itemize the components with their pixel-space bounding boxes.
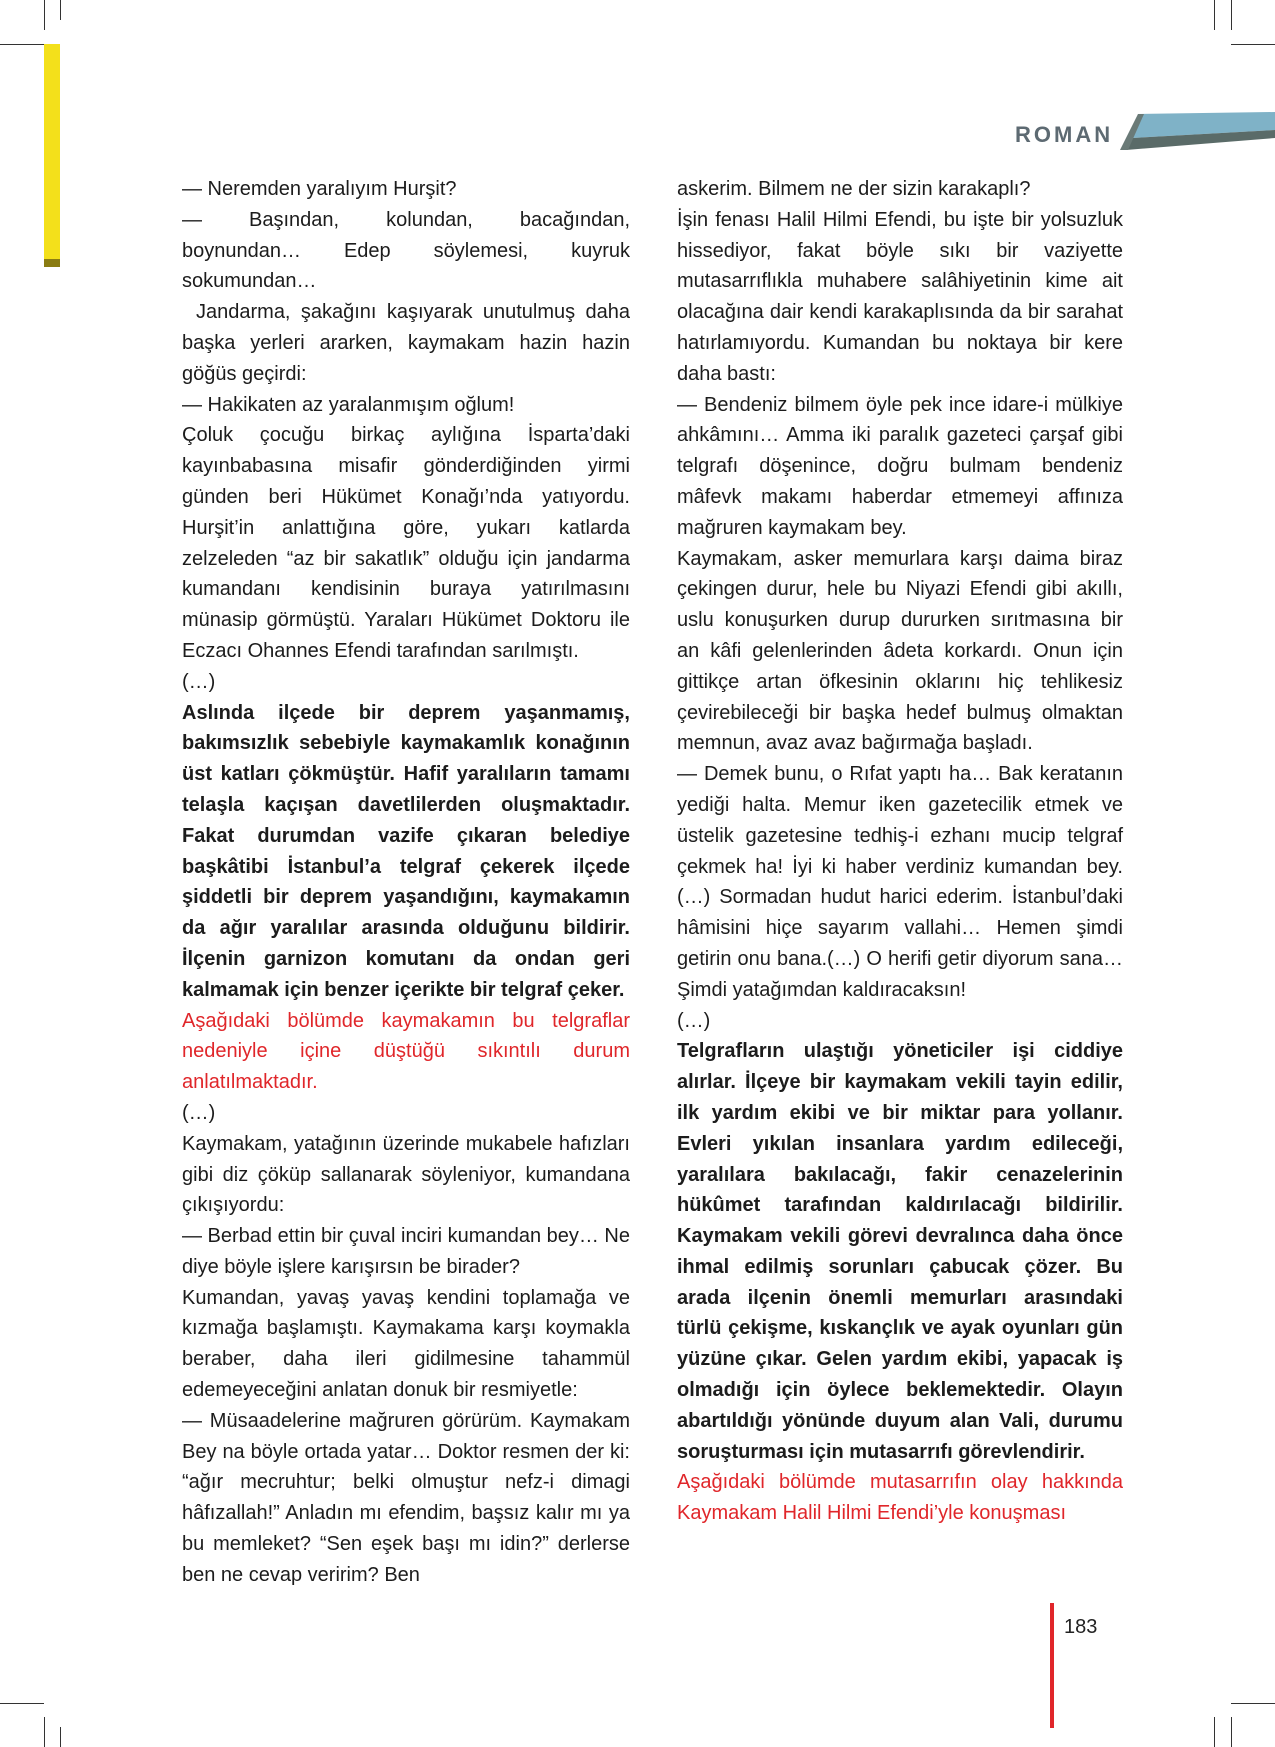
crop-mark [0, 1703, 44, 1704]
paragraph: (…) [677, 1009, 711, 1032]
crop-mark [44, 1717, 45, 1747]
crop-mark [1214, 0, 1215, 30]
yellow-margin-bar-end [44, 259, 60, 267]
crop-mark [60, 0, 61, 20]
paragraph: Kaymakam, asker memurlara karşı daima biraz çekingen durur, hele bu Niyazi Efendi gibi akıllı, uslu konuşurken durup dururken sırıtmasına bir an kâfi gelenlerinden âdeta korkardı. Onun için gittikçe artan öfkesinin oklarını hiç tehlikesiz çevirebileceği bir başka hedef bulmuş olmaktan memnun, avaz avaz bağırmağa başladı. [677, 547, 1123, 755]
paragraph: — Berbad ettin bir çuval inciri kumandan bey… Ne diye böyle işlere karışırsın be birader? [182, 1225, 630, 1278]
crop-mark [60, 1727, 61, 1747]
paragraph: — Müsaadelerine mağruren görürüm. Kaymakam Bey na böyle ortada yatar… Doktor resmen der ki: “ağır mecruhtur; belki olmuştur nefz-i dimagi hâfızallah!” Anladın mı efendim, başsız kalır mı ya bu memleket? “Sen eşek başı mı idin?” derlerse ben ne cevap veririm? Ben [182, 1409, 630, 1586]
paragraph: Jandarma, şakağını kaşıyarak unutulmuş daha başka yerleri ararken, kaymakam hazin hazin göğüs geçirdi: [182, 301, 630, 385]
paragraph: — Bendeniz bilmem öyle pek ince idare-i mülkiye ahkâmını… Amma iki paralık gazeteci çarşaf gibi telgrafı döşenince, doğru bulmam bendeniz mâfevk makamı haberdar etmemeyi affınıza mağruren kaymakam bey. [677, 393, 1123, 539]
yellow-margin-bar [44, 44, 60, 259]
paragraph: Telgrafların ulaştığı yöneticiler işi ciddiye alırlar. İlçeye bir kaymakam vekili tayin edilir, ilk yardım ekibi ve bir miktar para yollanır. Evleri yıkılan insanlara yardım edileceği, yaralılara bakılacağı, fakir cenazelerinin hükûmet tarafından kaldırılacağı bildirilir. Kaymakam vekili görevi devralınca daha önce ihmal edilmiş sorunları çabucak çözer. Bu arada ilçenin önemli memurları arasındaki türlü çekişme, kıskançlık ve ayak oyunları gün yüzüne çıkar. Gelen yardım ekibi, yapacak iş olmadığı için öylece beklemektedir. Olayın abartıldığı yönünde duyum alan Vali, durumu soruşturması için mutasarrıfı görevlendirir. [677, 1040, 1123, 1463]
paragraph: Kaymakam, yatağının üzerinde mukabele hafızları gibi diz çöküp sallanarak söyleniyor, kumandana çıkışıyordu: [182, 1132, 630, 1217]
paragraph: — Başından, kolundan, bacağından, boynundan… Edep söylemesi, kuyruk sokumundan… [182, 208, 630, 293]
paragraph: İşin fenası Halil Hilmi Efendi, bu işte bir yolsuzluk hissediyor, fakat böyle sıkı bir vaziyette mutasarrıflıkla muhabere salâhiyetinin kime ait olacağına dair kendi karakaplısında da bir sarahat hatırlamıyordu. Kumandan bu noktaya bir kere daha bastı: [677, 208, 1123, 385]
paragraph: Aslında ilçede bir deprem yaşanmamış, bakımsızlık sebebiyle kaymakamlık konağının üst katları çökmüştür. Hafif yaralıların tamamı telaşla kaçışan davetlilerden oluşmaktadır. Fakat durumdan vazife çıkaran belediye başkâtibi İstanbul’a telgraf çekerek ilçede şiddetli bir deprem yaşandığını, kaymakamın da ağır yaralılar arasında olduğunu bildirir. İlçenin garnizon komutanı da ondan geri kalmamak için benzer içerikte bir telgraf çeker. [182, 701, 630, 1001]
paragraph: — Demek bunu, o Rıfat yaptı ha… Bak keratanın yediği halta. Memur iken gazetecilik etmek ve üstelik gazetesine tedhiş-i ezhanı mucip telgraf çekmek ha! İyi ki haber verdiniz kumandan bey.(…) Sormadan hudut harici ederim. İstanbul’daki hâmisini hiçe sayarım vallahi… Hemen şimdi getirin onu bana.(…) O herifi getir diyorum sana… Şimdi yatağımdan kaldıracaksın! [677, 763, 1123, 1001]
text-column-right [677, 174, 1123, 1529]
page-number-rule [1050, 1603, 1054, 1728]
paragraph: askerim. Bilmem ne der sizin karakaplı? [677, 178, 1031, 200]
page-number: 183 [1064, 1616, 1098, 1638]
paragraph: — Hakikaten az yaralanmışım oğlum! [182, 393, 515, 416]
crop-mark [1214, 1717, 1215, 1747]
paragraph: Aşağıdaki bölümde kaymakamın bu telgraflar nedeniyle içine düştüğü sıkıntılı durum anlatılmaktadır. [182, 1009, 630, 1094]
paragraph: (…) [182, 670, 216, 693]
paragraph: Çoluk çocuğu birkaç aylığına İsparta’daki kayınbabasına misafir gönderdiğinden yirmi günden beri Hükümet Konağı’nda yatıyordu. Hurşit’in anlattığına göre, yukarı katlarda zelzeleden “az bir sakatlık” olduğu için jandarma kumandanı kendisinin buraya yatırılmasını münasip görmüştü. Yaraları Hükümet Doktoru ile Eczacı Ohannes Efendi tarafından sarılmıştı. [182, 424, 630, 662]
crop-mark [44, 0, 45, 30]
crop-mark [1231, 1703, 1275, 1704]
crop-mark [0, 44, 44, 45]
header-decoration [1120, 110, 1275, 150]
crop-mark [1231, 0, 1232, 30]
paragraph: (…) [182, 1101, 216, 1124]
paragraph: Kumandan, yavaş yavaş kendini toplamağa ve kızmağa başlamıştı. Kaymakama karşı koymakla beraber, daha ileri gidilmesine tahammül edemeyeceğini anlatan donuk bir resmiyetle: [182, 1286, 630, 1402]
paragraph: Aşağıdaki bölümde mutasarrıfın olay hakkında Kaymakam Halil Hilmi Efendi’yle konuşması [677, 1471, 1123, 1525]
paragraph: — Neremden yaralıyım Hurşit? [182, 178, 457, 200]
text-column-left [182, 174, 630, 1591]
crop-mark [1231, 1717, 1232, 1747]
section-label: ROMAN [1015, 122, 1114, 147]
crop-mark [1231, 44, 1275, 45]
